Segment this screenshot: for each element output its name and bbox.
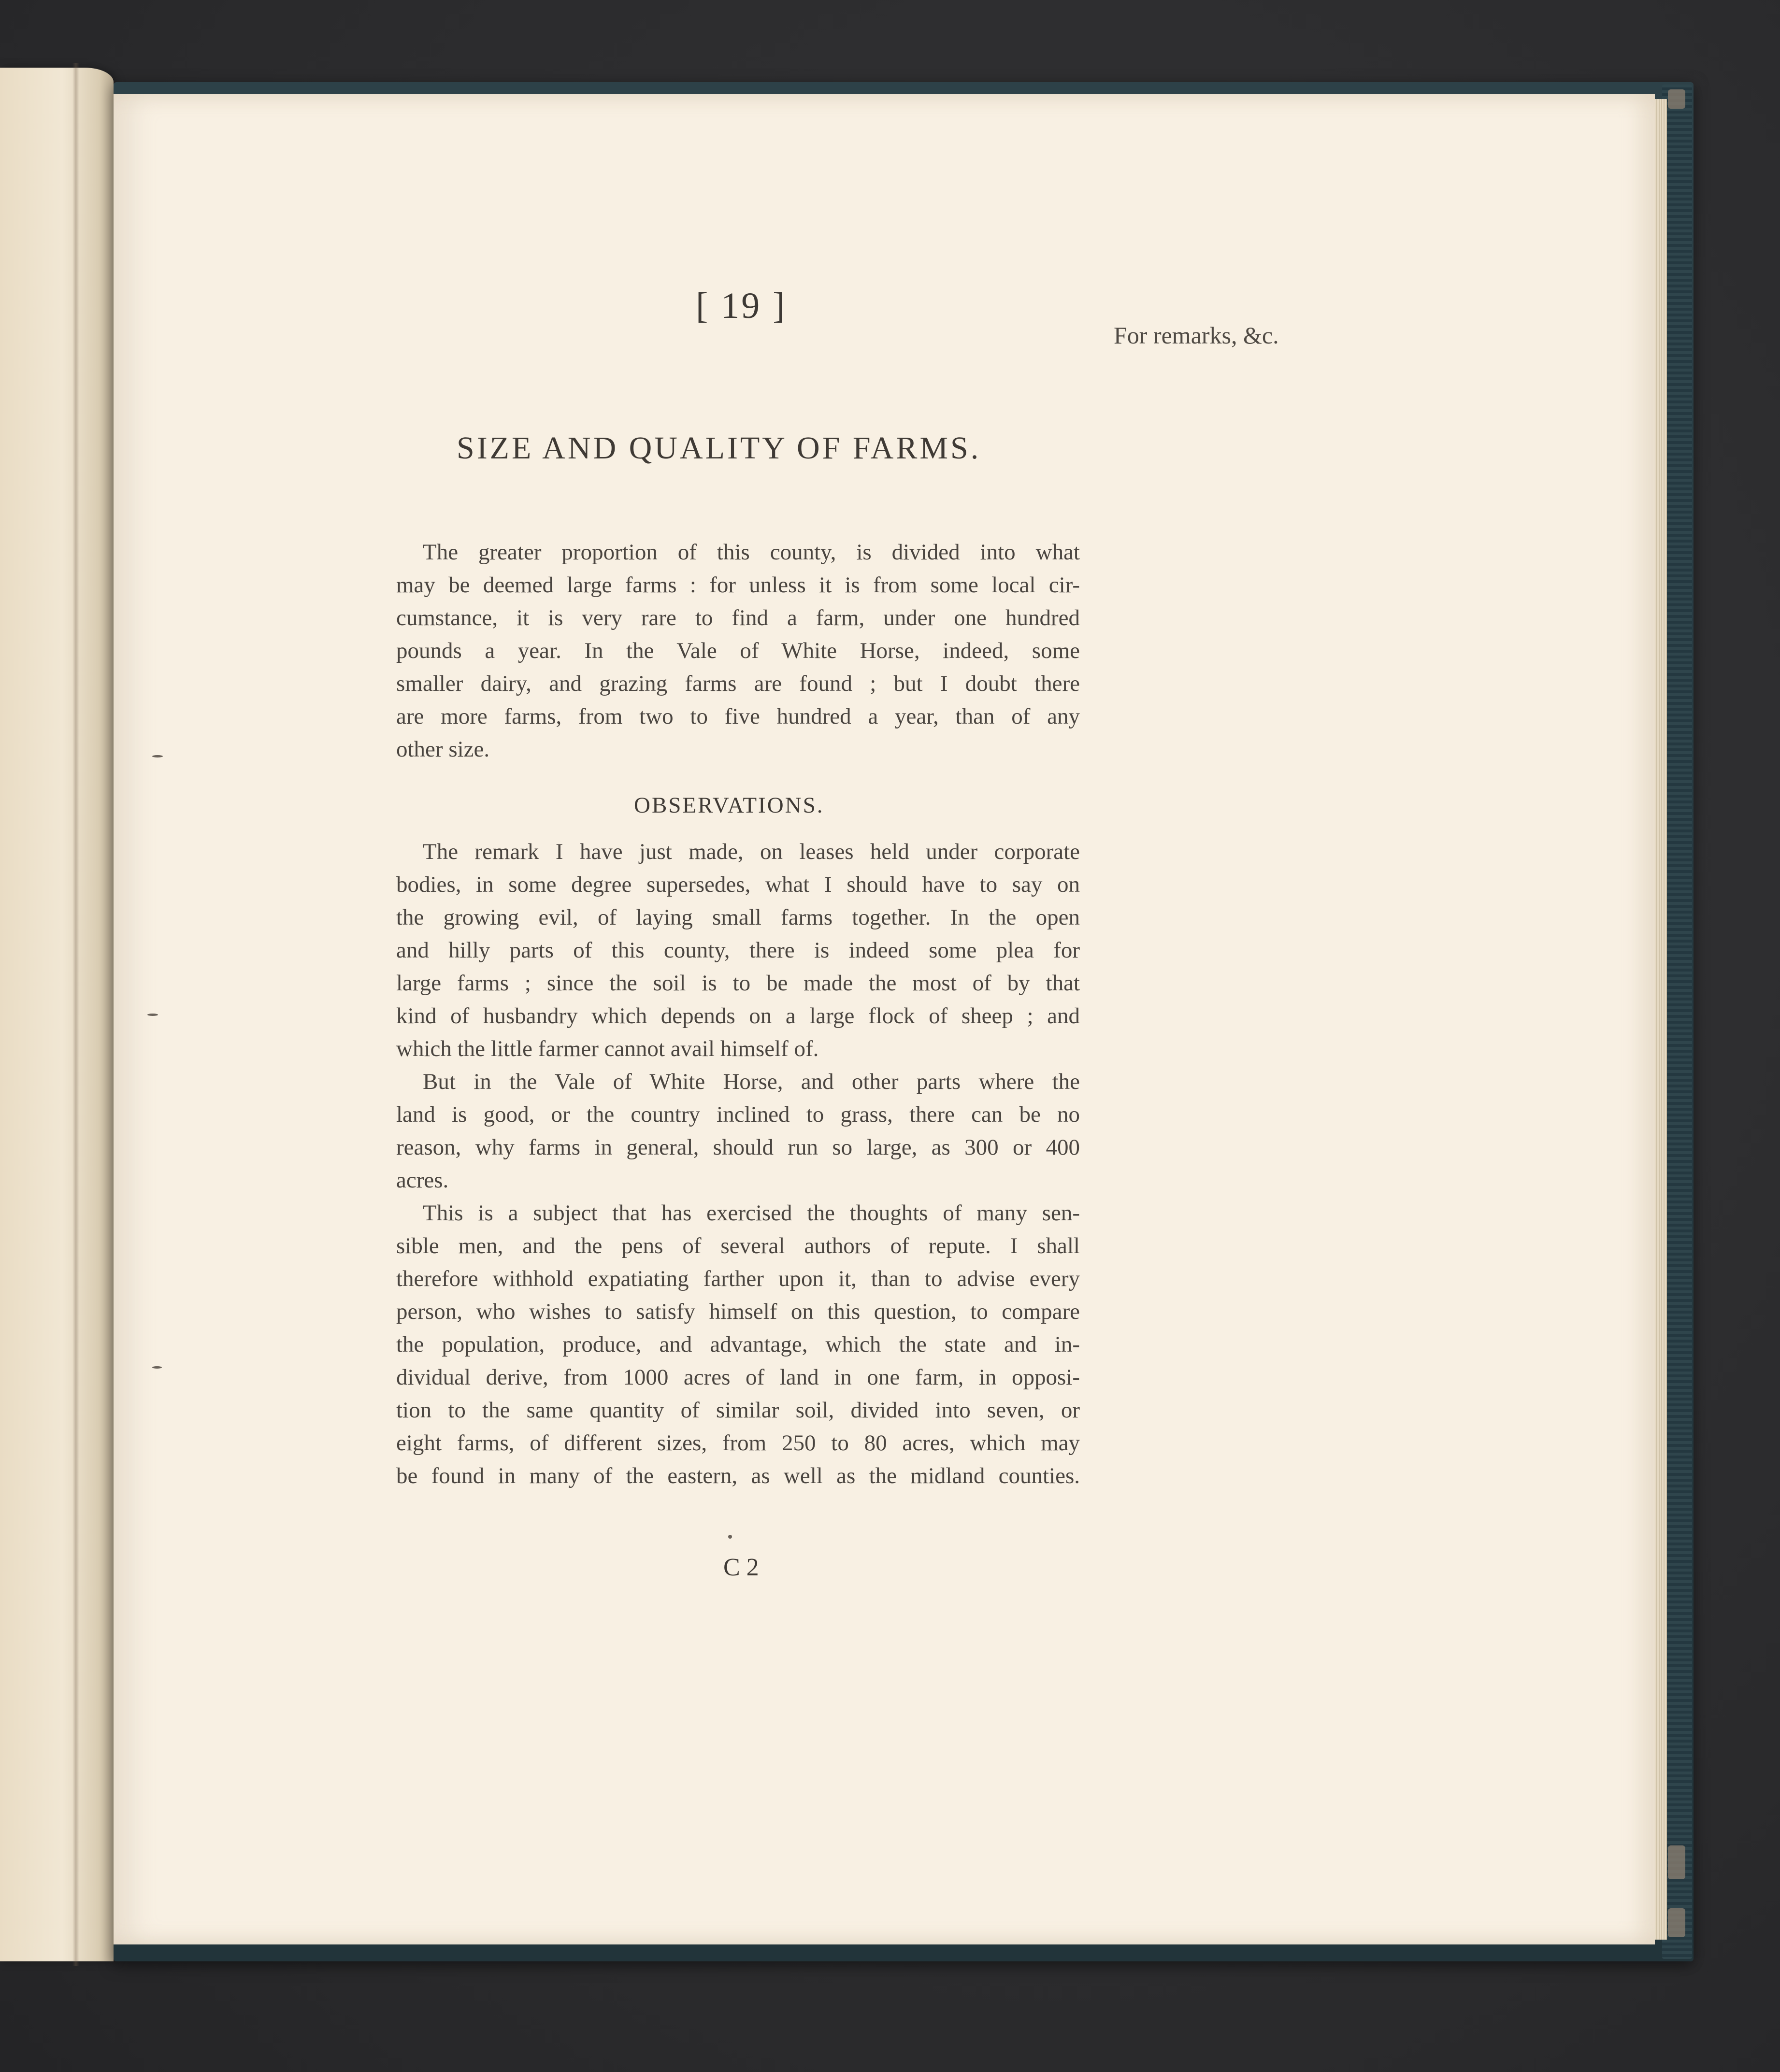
body-line: may be deemed large farms : for unless it is from some local cir-: [396, 572, 1080, 598]
page-number: [ 19 ]: [696, 286, 787, 326]
observation-line: and hilly parts of this county, there is indeed some plea for: [396, 938, 1080, 963]
body-line: smaller dairy, and grazing farms are found ; but I doubt there: [396, 671, 1080, 696]
body-line: other size.: [396, 737, 490, 762]
observation-line: which the little farmer cannot avail himself of.: [396, 1036, 819, 1061]
observation-line: tion to the same quantity of similar soil, divided into seven, or: [396, 1398, 1080, 1423]
observation-line: But in the Vale of White Horse, and other parts where the: [423, 1069, 1080, 1094]
observation-line: dividual derive, from 1000 acres of land in one farm, in opposi-: [396, 1365, 1080, 1390]
section-heading: OBSERVATIONS.: [634, 793, 824, 818]
observation-line: eight farms, of different sizes, from 250 to 80 acres, which may: [396, 1430, 1080, 1456]
body-line: The greater proportion of this county, is divided into what: [423, 540, 1080, 565]
cover-wear-mark: [1668, 1845, 1685, 1879]
observation-line: land is good, or the country inclined to grass, there can be no: [396, 1102, 1080, 1127]
observation-line: person, who wishes to satisfy himself on this question, to compare: [396, 1299, 1080, 1324]
margin-note: For remarks, &c.: [1114, 322, 1279, 349]
paper-speck: [147, 1014, 158, 1016]
observation-line: This is a subject that has exercised the thoughts of many sen-: [423, 1200, 1080, 1226]
observation-line: The remark I have just made, on leases held under corporate: [423, 839, 1080, 864]
body-line: pounds a year. In the Vale of White Horse, indeed, some: [396, 638, 1080, 663]
observation-line: bodies, in some degree supersedes, what I should have to say on: [396, 872, 1080, 897]
cover-wear-mark: [1668, 89, 1685, 109]
cover-wear-mark: [1668, 1908, 1685, 1937]
paper-speck: [152, 1366, 162, 1369]
observation-line: the growing evil, of laying small farms together. In the open: [396, 905, 1080, 930]
signature-mark: C 2: [723, 1554, 759, 1581]
observation-line: the population, produce, and advantage, which the state and in-: [396, 1332, 1080, 1357]
observation-line: kind of husbandry which depends on a large flock of sheep ; and: [396, 1003, 1080, 1029]
body-line: cumstance, it is very rare to find a farm, under one hundred: [396, 605, 1080, 630]
body-line: are more farms, from two to five hundred a year, than of any: [396, 704, 1080, 729]
observation-line: therefore withhold expatiating farther upon it, than to advise every: [396, 1266, 1080, 1291]
paper-speck: [152, 755, 163, 757]
page-title: SIZE AND QUALITY OF FARMS.: [457, 430, 981, 466]
left-page-edge: [0, 68, 114, 1961]
observation-line: large farms ; since the soil is to be made the most of by that: [396, 971, 1080, 996]
left-page-gutter: [72, 63, 79, 1966]
observation-line: be found in many of the eastern, as well as the midland counties.: [396, 1463, 1080, 1488]
paper-speck: [728, 1535, 732, 1539]
observation-line: sible men, and the pens of several authors of repute. I shall: [396, 1233, 1080, 1258]
observation-line: reason, why farms in general, should run so large, as 300 or 400: [396, 1135, 1080, 1160]
observation-line: acres.: [396, 1168, 449, 1193]
